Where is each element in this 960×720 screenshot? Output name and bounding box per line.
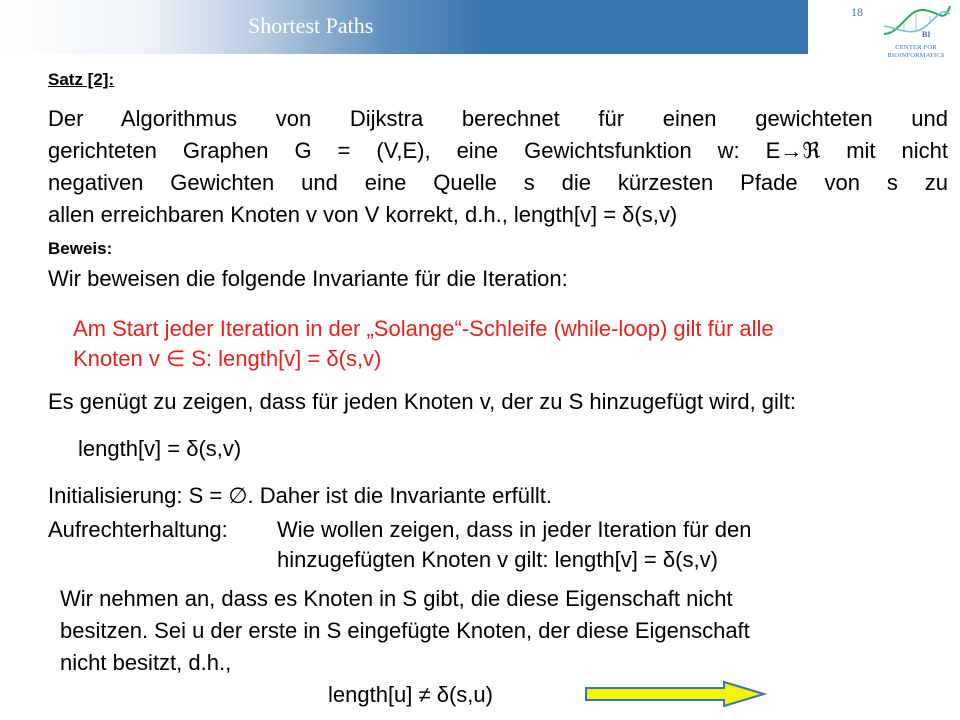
- logo-text-line1: CENTER FOR: [895, 44, 937, 51]
- assumption-line-2: besitzen. Sei u der erste in S eingefügte Knoten, der diese Eigenschaft: [60, 618, 750, 643]
- final-formula: length[u] ≠ δ(s,u): [328, 682, 493, 707]
- invariant-line-2: Knoten v ∈ S: length[v] = δ(s,v): [73, 346, 382, 371]
- slide-title: Shortest Paths: [248, 13, 374, 38]
- satz-line-3: negativen Gewichten und eine Quelle s die kürzesten Pfade von s zu: [48, 170, 948, 195]
- page-number: 18: [851, 5, 863, 19]
- beweis-intro: Wir beweisen die folgende Invariante für die Iteration:: [48, 266, 568, 291]
- assumption-line-3: nicht besitzt, d.h.,: [60, 650, 232, 675]
- satz-line-4: allen erreichbaren Knoten v von V korrekt, d.h., length[v] = δ(s,v): [48, 202, 678, 227]
- maintenance-line-2: hinzugefügten Knoten v gilt: length[v] = δ(s,v): [277, 547, 718, 572]
- assumption-line-1: Wir nehmen an, dass es Knoten in S gibt, die diese Eigenschaft nicht: [60, 586, 733, 611]
- right-arrow-icon: [584, 680, 768, 708]
- satz-line-2: gerichteten Graphen G = (V,E), eine Gewichtsfunktion w: E→ℜ mit nicht: [48, 138, 948, 163]
- suffices-formula: length[v] = δ(s,v): [78, 436, 242, 461]
- invariant-line-1: Am Start jeder Iteration in der „Solange“-Schleife (while-loop) gilt für alle: [73, 316, 774, 341]
- maintenance-line-1: Wie wollen zeigen, dass in jeder Iteration für den: [277, 517, 752, 542]
- beweis-heading: Beweis:: [48, 239, 113, 258]
- satz-heading: Satz [2]:: [48, 70, 115, 89]
- initialization-text: Initialisierung: S = ∅. Daher ist die Invariante erfüllt.: [48, 483, 553, 508]
- header-bar: [0, 0, 808, 54]
- logo-text-line2: BIOINFORMATICS: [887, 52, 945, 59]
- logo-mark: BI: [922, 30, 931, 39]
- bioinformatics-logo: [878, 4, 954, 62]
- satz-paragraph: [48, 103, 948, 231]
- dna-helix-icon: [878, 4, 954, 40]
- satz-line-1: Der Algorithmus von Dijkstra berechnet für einen gewichteten und: [48, 106, 948, 131]
- suffices-text: Es genügt zu zeigen, dass für jeden Knoten v, der zu S hinzugefügt wird, gilt:: [48, 389, 797, 414]
- maintenance-label: Aufrechterhaltung:: [48, 517, 228, 542]
